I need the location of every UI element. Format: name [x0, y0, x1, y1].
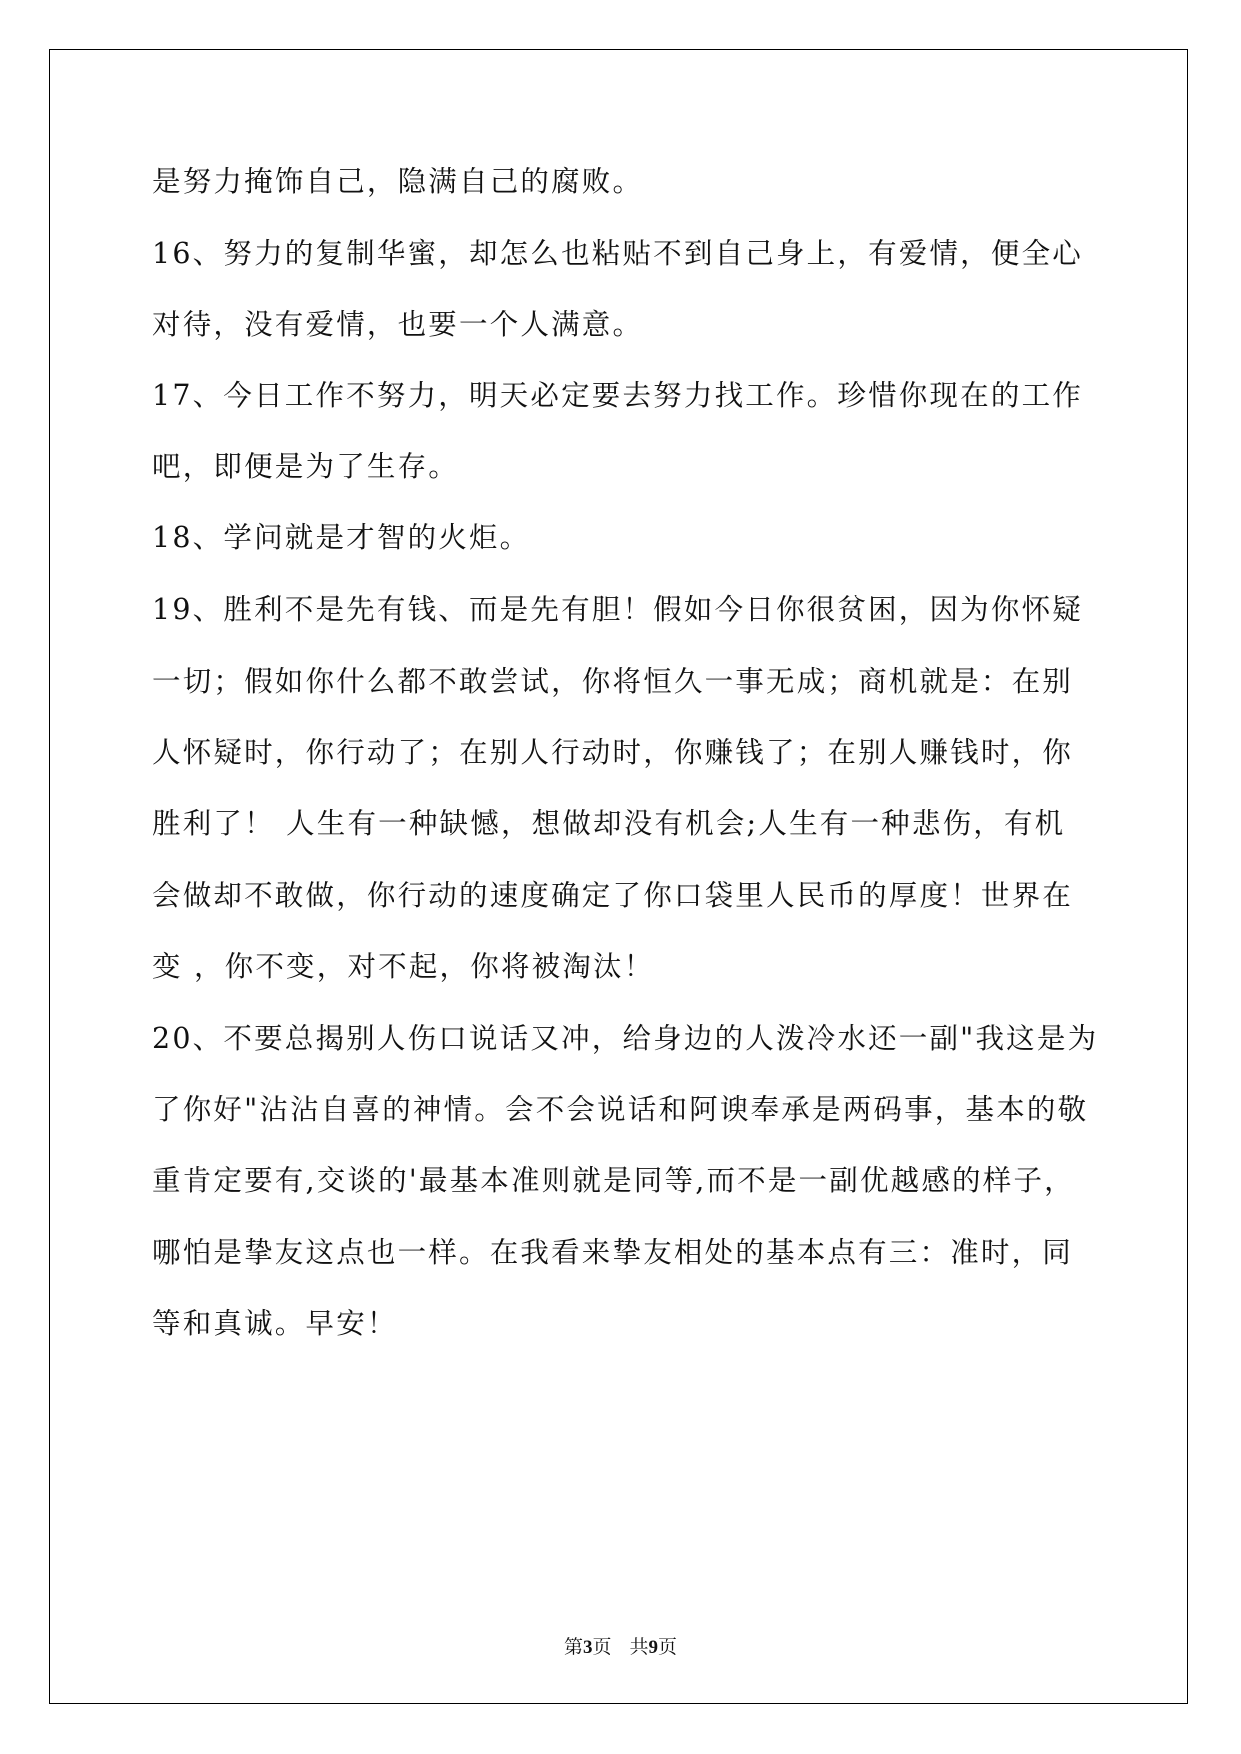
- text-line: 一切；假如你什么都不敢尝试，你将恒久一事无成；商机就是：在别: [152, 665, 1074, 698]
- footer-total-suffix: 页: [658, 1636, 678, 1658]
- text-line: 18、学问就是才智的火炬。: [152, 521, 531, 554]
- text-line: 了你好"沾沾自喜的神情。会不会说话和阿谀奉承是两码事，基本的敬: [152, 1093, 1089, 1126]
- text-line: 吧，即便是为了生存。: [152, 450, 460, 483]
- text-line: 19、胜利不是先有钱、而是先有胆！假如今日你很贫困，因为你怀疑: [152, 593, 1083, 626]
- footer-total-prefix: 共: [629, 1636, 649, 1658]
- text-line: 胜利了！ 人生有一种缺憾，想做却没有机会;人生有一种悲伤，有机: [152, 807, 1066, 840]
- text-line: 16、努力的复制华蜜，却怎么也粘贴不到自己身上，有爱情，便全心: [152, 237, 1083, 270]
- footer-page-mid: 页: [592, 1636, 612, 1658]
- text-line: 等和真诚。早安！: [152, 1307, 398, 1340]
- text-line: 20、不要总揭别人伤口说话又冲，给身边的人泼冷水还一副"我这是为: [152, 1022, 1099, 1055]
- text-line: 重肯定要有,交谈的'最基本准则就是同等,而不是一副优越感的样子，: [152, 1164, 1075, 1197]
- text-line: 对待，没有爱情，也要一个人满意。: [152, 308, 644, 341]
- footer-page-total: 9: [648, 1637, 659, 1658]
- page-number-footer: [0, 1632, 1241, 1659]
- footer-page-current: 3: [582, 1637, 593, 1658]
- footer-page-prefix: 第: [563, 1636, 583, 1658]
- text-line: 会做却不敢做，你行动的速度确定了你口袋里人民币的厚度！世界在: [152, 879, 1074, 912]
- text-line: 变 ，你不变，对不起，你将被淘汰！: [152, 950, 655, 983]
- text-line: 哪怕是挚友这点也一样。在我看来挚友相处的基本点有三：准时，同: [152, 1236, 1074, 1269]
- text-line: 17、今日工作不努力，明天必定要去努力找工作。珍惜你现在的工作: [152, 379, 1083, 412]
- text-line: 人怀疑时，你行动了；在别人行动时，你赚钱了；在别人赚钱时，你: [152, 736, 1074, 769]
- page-border: [49, 49, 1188, 1704]
- text-line: 是努力掩饰自己，隐满自己的腐败。: [152, 165, 644, 198]
